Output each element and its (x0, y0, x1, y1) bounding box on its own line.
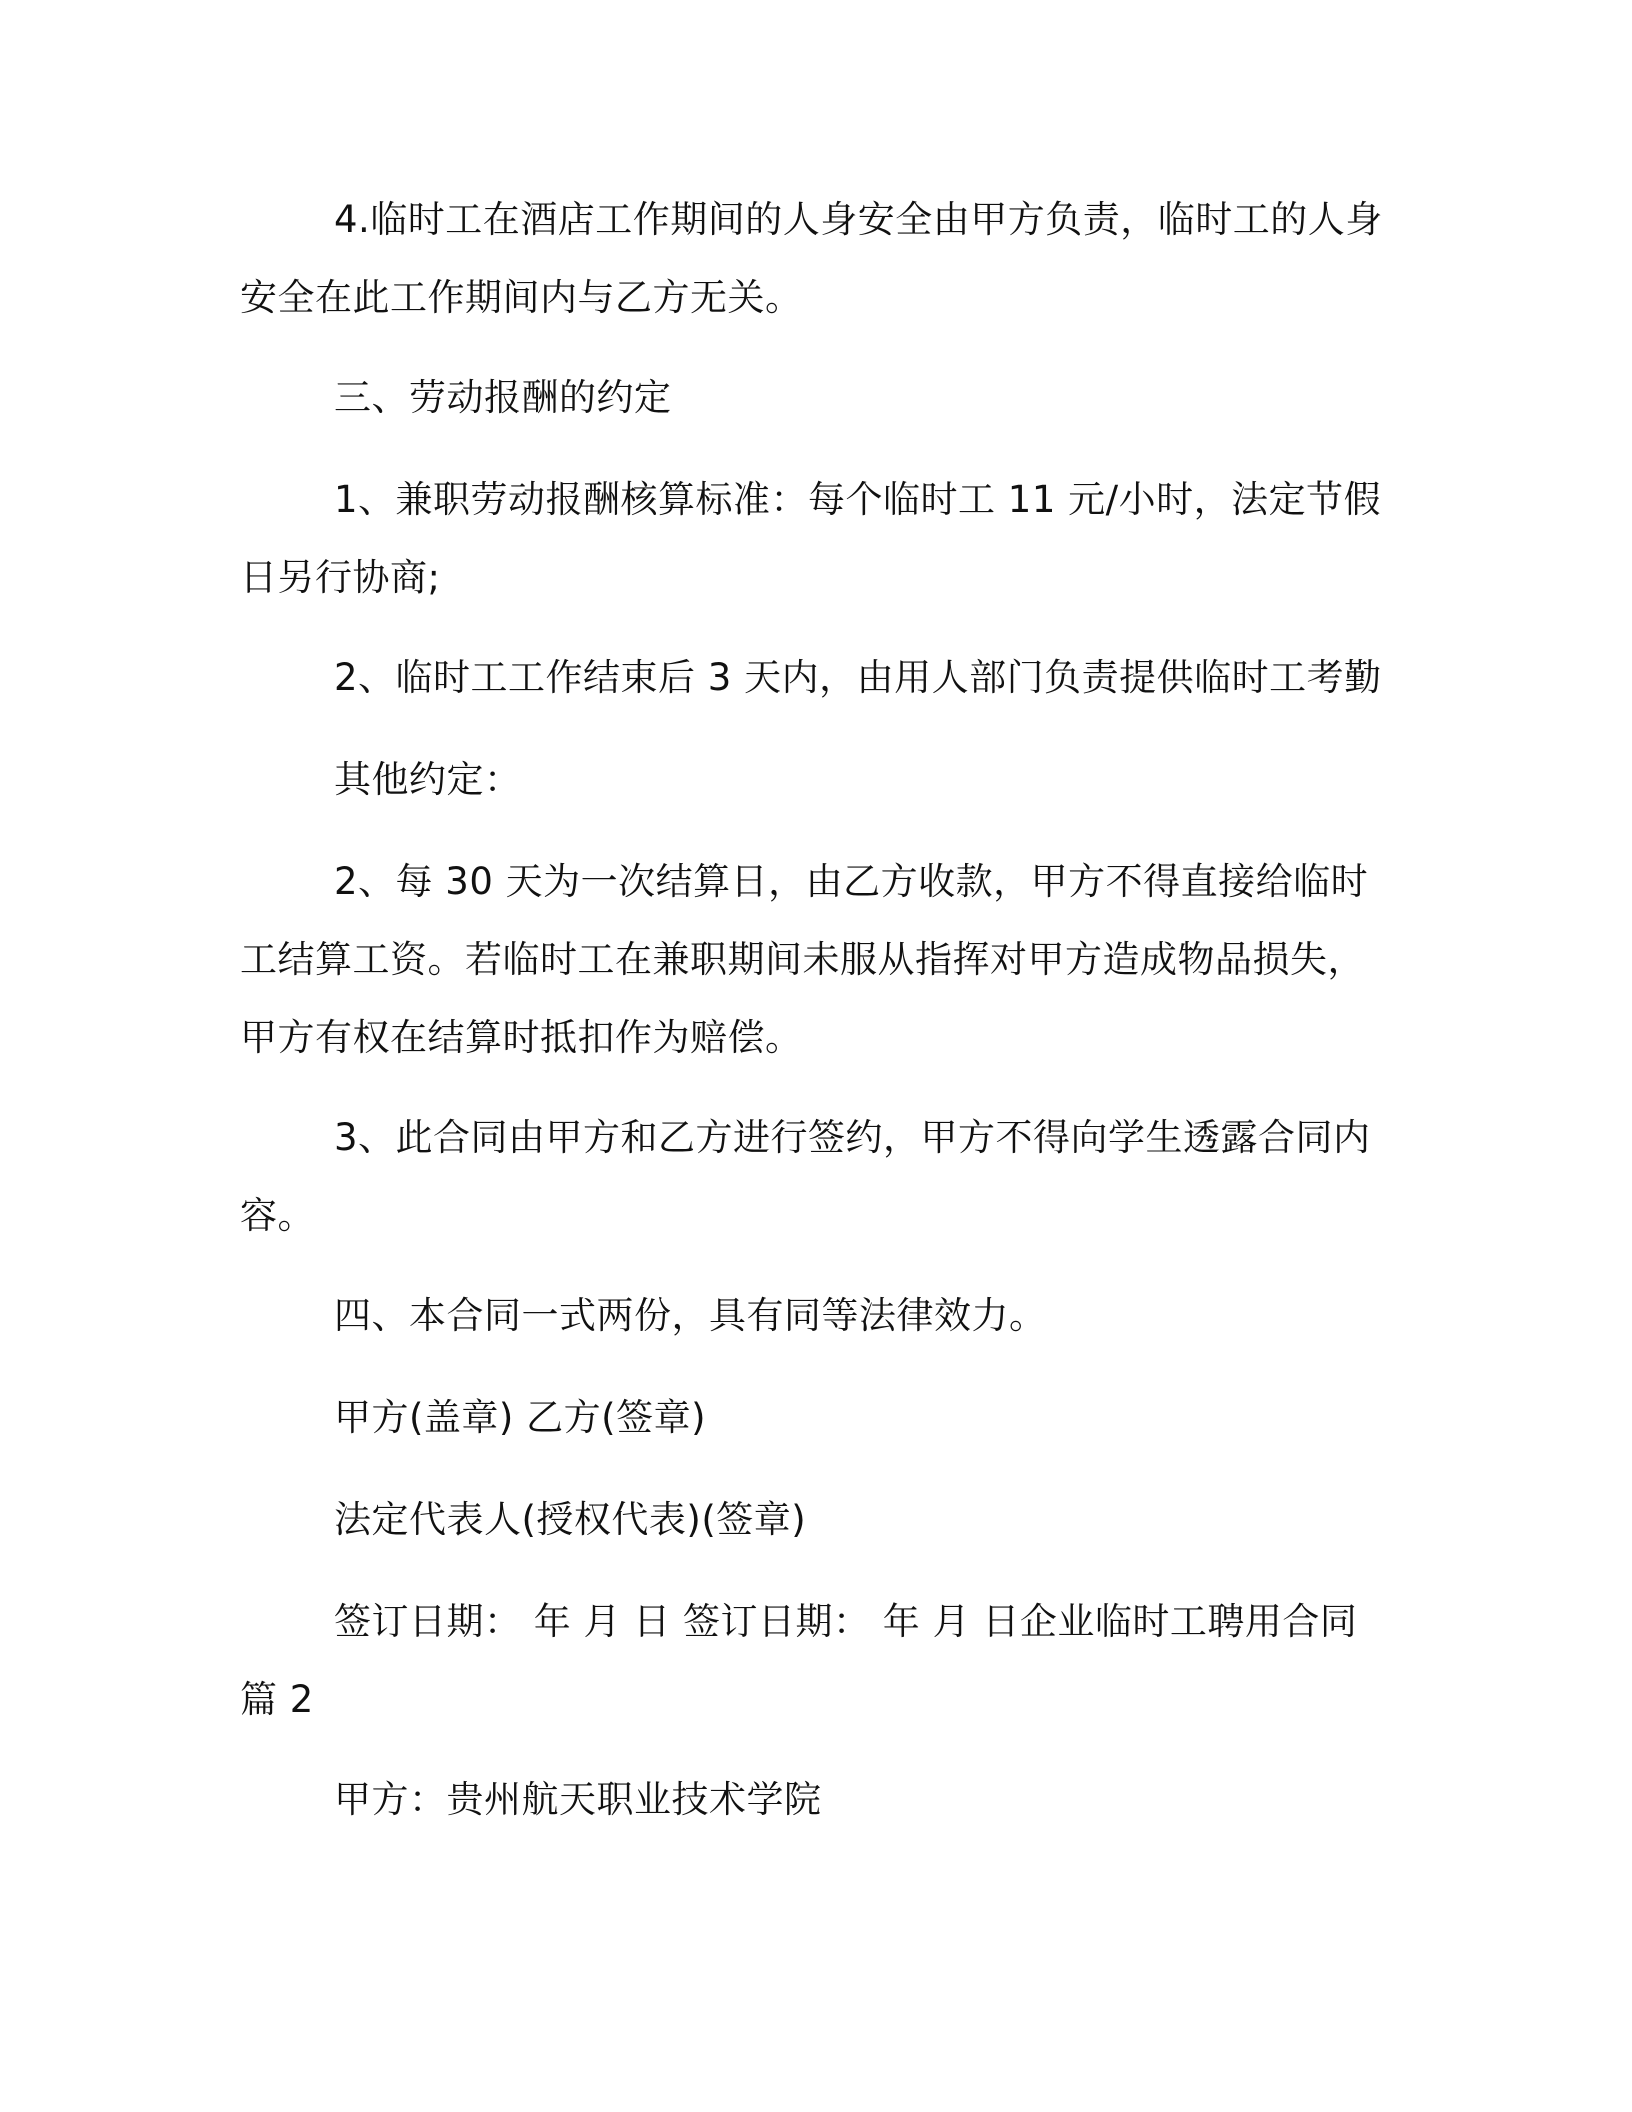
paragraph-personal-safety: 4.临时工在酒店工作期间的人身安全由甲方负责，临时工的人身安全在此工作期间内与乙方无关。 (240, 198, 1383, 319)
paragraph-attendance: 2、临时工工作结束后 3 天内，由用人部门负责提供临时工考勤 (334, 656, 1382, 699)
paragraph-confidentiality: 3、此合同由甲方和乙方进行签约，甲方不得向学生透露合同内容。 (240, 1116, 1371, 1237)
heading-labor-remuneration: 三、劳动报酬的约定 (334, 376, 672, 419)
heading-other-agreements: 其他约定： (334, 758, 522, 801)
paragraph-settlement: 2、每 30 天为一次结算日，由乙方收款，甲方不得直接给临时工结算工资。若临时工在兼职期间未服从指挥对甲方造成物品损失，甲方有权在结算时抵扣作为赔偿。 (240, 860, 1369, 1059)
party-a-name: 甲方：贵州航天职业技术学院 (334, 1778, 822, 1821)
signing-dates: 签订日期： 年 月 日 签订日期： 年 月 日企业临时工聘用合同 篇 2 (240, 1600, 1358, 1721)
signature-parties: 甲方(盖章) 乙方(签章) (334, 1396, 707, 1439)
paragraph-pay-standard: 1、兼职劳动报酬核算标准：每个临时工 11 元/小时，法定节假日另行协商; (240, 478, 1382, 599)
signature-legal-rep: 法定代表人(授权代表)(签章) (334, 1498, 807, 1541)
heading-copies: 四、本合同一式两份，具有同等法律效力。 (334, 1294, 1047, 1337)
